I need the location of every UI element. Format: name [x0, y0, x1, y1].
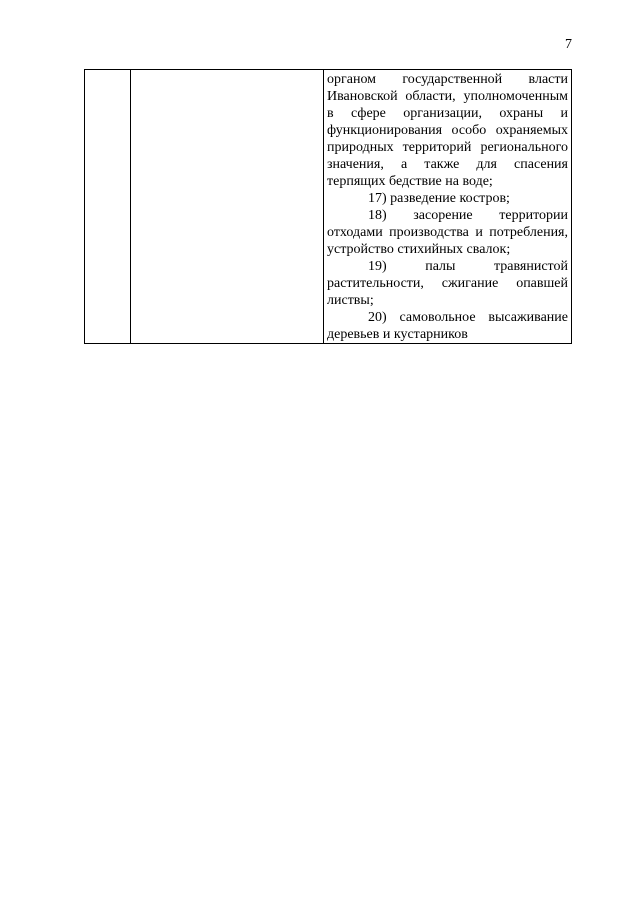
regulation-table: [84, 69, 572, 344]
list-item-17: 17) разведение костров;: [368, 191, 510, 206]
list-item-20: 20) самовольное высаживание деревьев и кустарников: [327, 310, 568, 342]
table-cell-number: [85, 70, 131, 344]
paragraph-authority: органом государственной власти Ивановской области, уполномоченным в сфере организации, охраны и функционирования особо охраняемых природных территорий регионального значения, а также для спасения терпящих бедствие на воде;: [327, 72, 568, 189]
table-cell-content: [324, 70, 572, 344]
table-row: [85, 70, 572, 344]
page-number: 7: [565, 37, 572, 52]
list-item-18: 18) засорение территории отходами производства и потребления, устройство стихийных свалок;: [327, 208, 568, 257]
table-cell-name: [131, 70, 324, 344]
list-item-19: 19) палы травянистой растительности, сжигание опавшей листвы;: [327, 259, 568, 308]
